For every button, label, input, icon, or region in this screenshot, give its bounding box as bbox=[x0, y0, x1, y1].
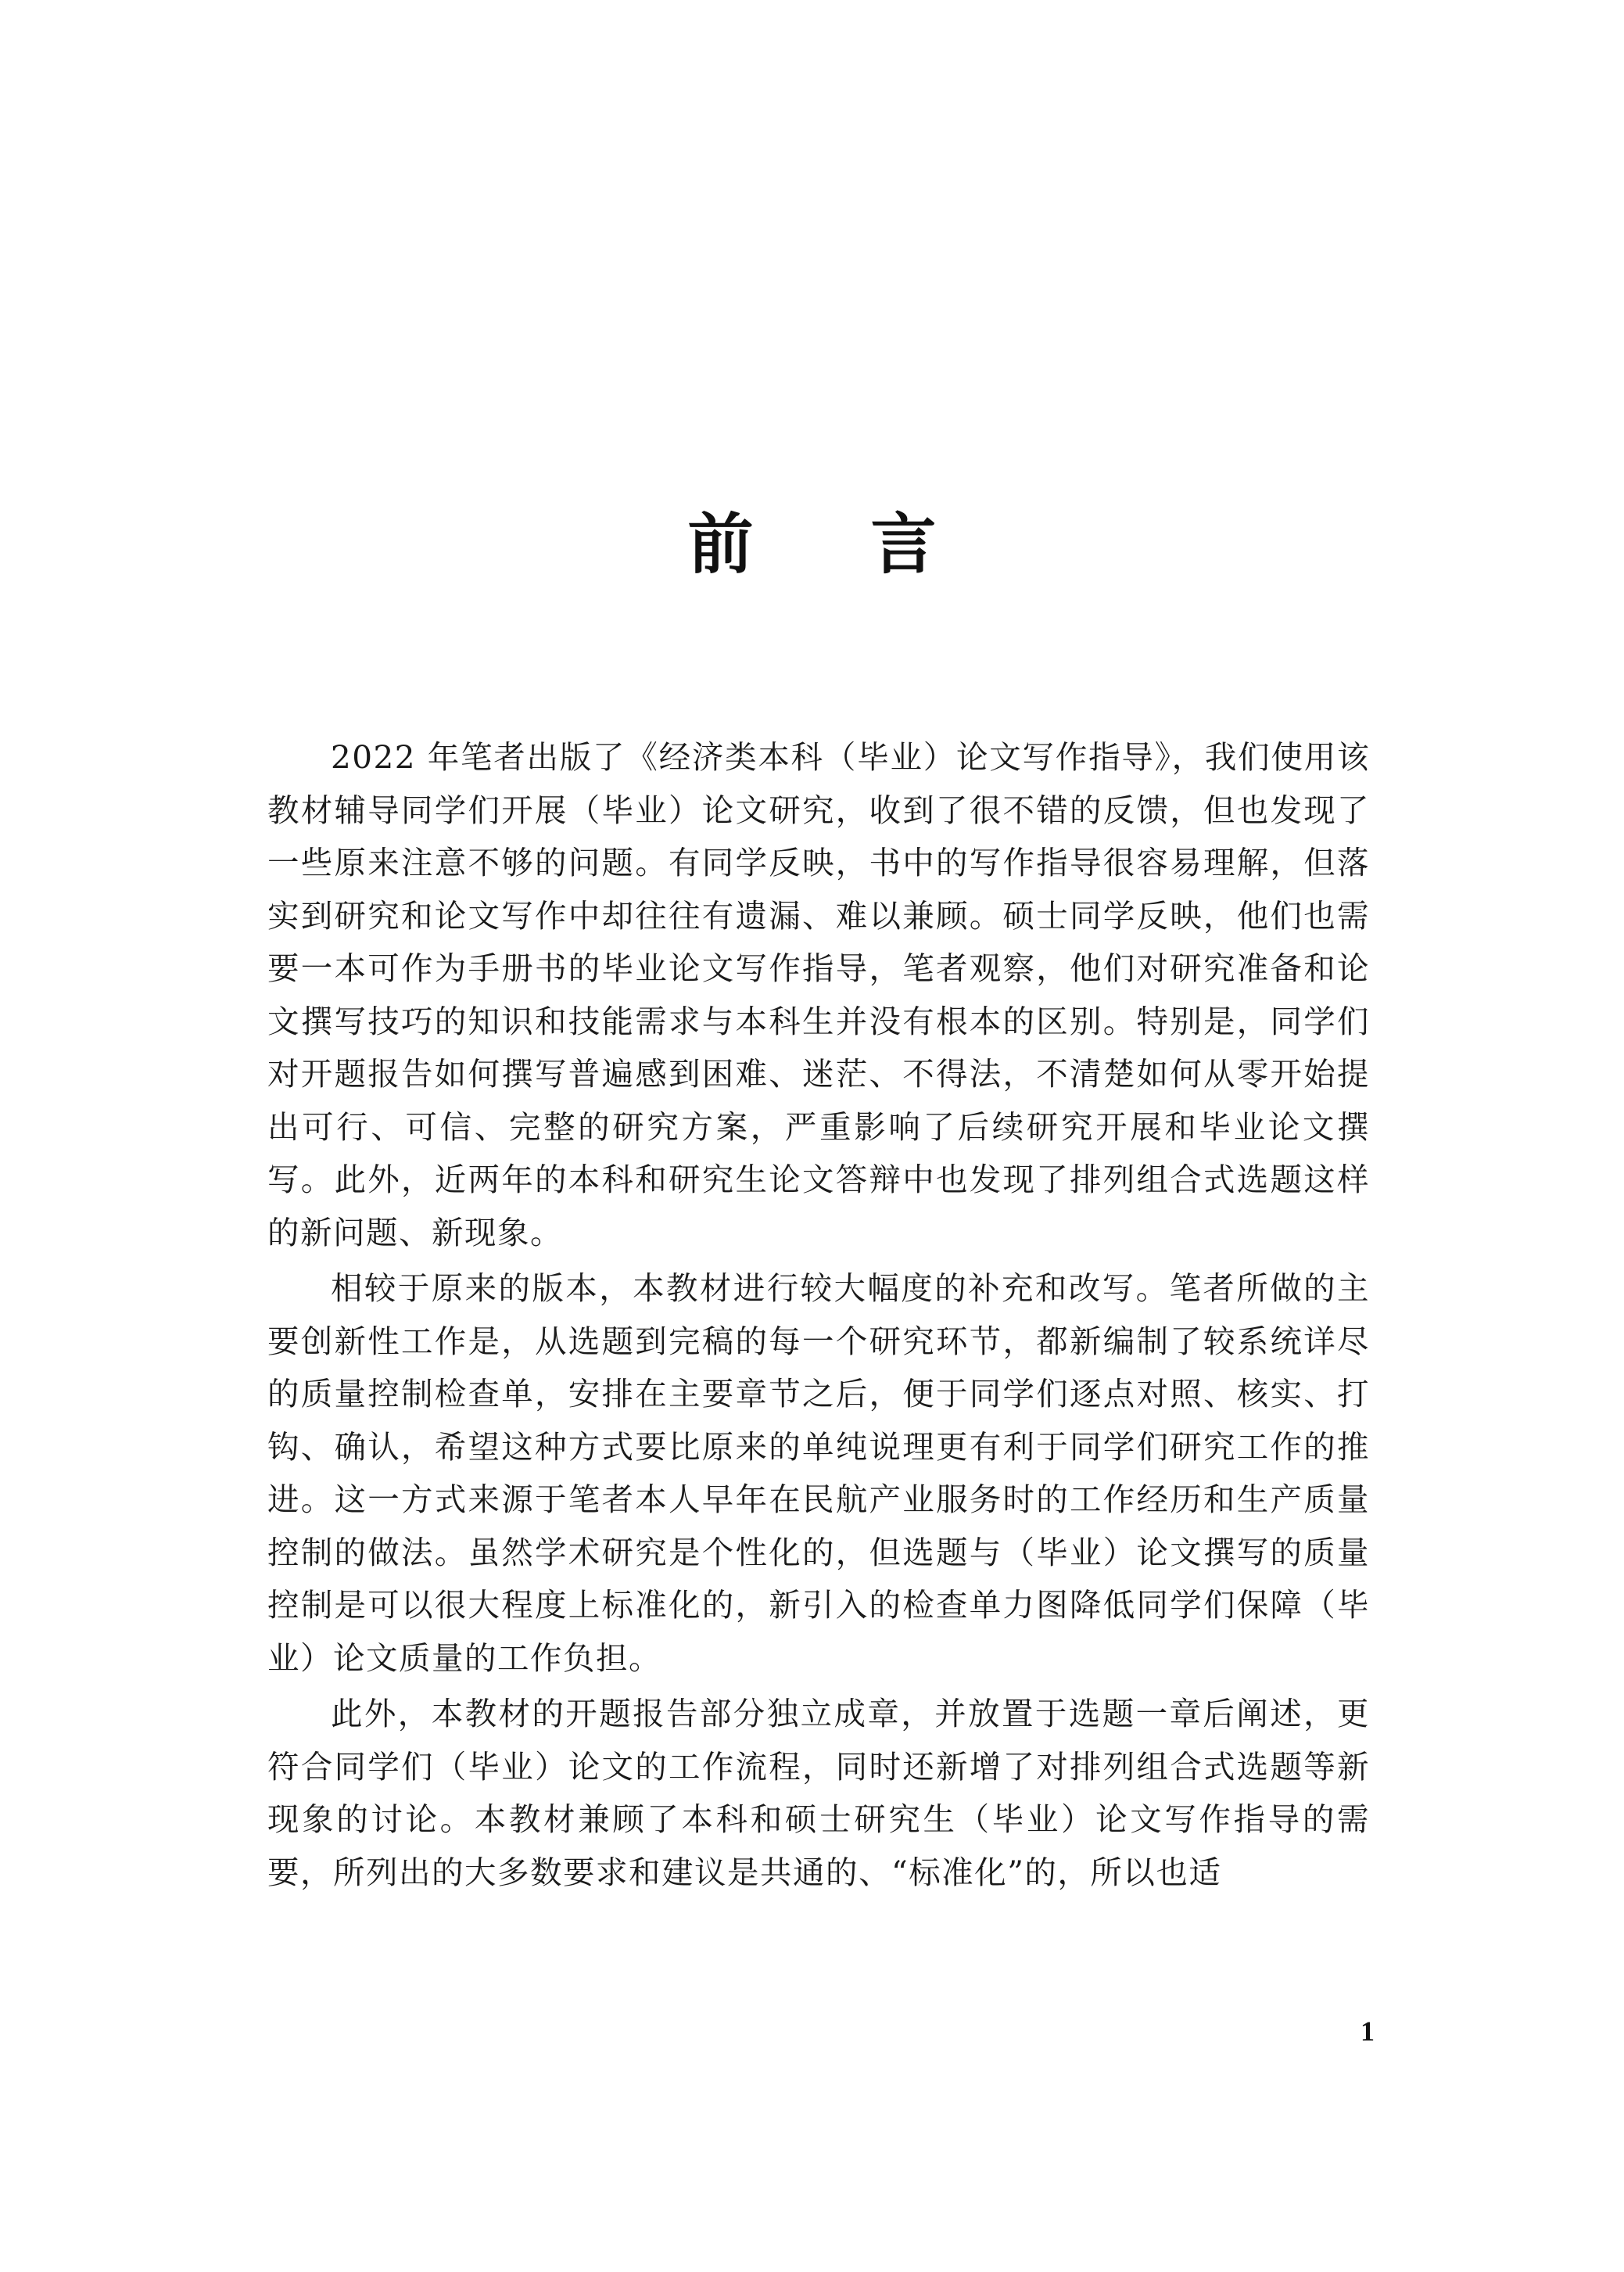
paragraph-1: 2022 年笔者出版了《经济类本科（毕业）论文写作指导》，我们使用该教材辅导同学们开展（毕业）论文研究，收到了很不错的反馈，但也发现了一些原来注意不够的问题。有同学反映，书中的写作指导很容易理解，但落实到研究和论文写作中却往往有遗漏、难以兼顾。硕士同学反映，他们也需要一本可作为手册书的毕业论文写作指导，笔者观察，他们对研究准备和论文撰写技巧的知识和技能需求与本科生并没有根本的区别。特别是，同学们对开题报告如何撰写普遍感到困难、迷茫、不得法，不清楚如何从零开始提出可行、可信、完整的研究方案，严重影响了后续研究开展和毕业论文撰写。此外，近两年的本科和研究生论文答辩中也发现了排列组合式选题这样的新问题、新现象。 bbox=[267, 738, 1370, 1251]
page-title: 前言 bbox=[687, 506, 1054, 583]
body-text bbox=[267, 731, 1370, 1899]
paragraph-2: 相较于原来的版本，本教材进行较大幅度的补充和改写。笔者所做的主要创新性工作是，从选题到完稿的每一个研究环节，都新编制了较系统详尽的质量控制检查单，安排在主要章节之后，便于同学们逐点对照、核实、打钩、确认，希望这种方式要比原来的单纯说理更有利于同学们研究工作的推进。这一方式来源于笔者本人早年在民航产业服务时的工作经历和生产质量控制的做法。虽然学术研究是个性化的，但选题与（毕业）论文撰写的质量控制是可以很大程度上标准化的，新引入的检查单力图降低同学们保障（毕业）论文质量的工作负担。 bbox=[267, 1269, 1370, 1677]
page-number: 1 bbox=[1361, 2015, 1375, 2047]
paragraph-3: 此外，本教材的开题报告部分独立成章，并放置于选题一章后阐述，更符合同学们（毕业）论文的工作流程，同时还新增了对排列组合式选题等新现象的讨论。本教材兼顾了本科和硕士研究生（毕业）论文写作指导的需要，所列出的大多数要求和建议是共通的、“标准化”的，所以也适 bbox=[267, 1695, 1370, 1891]
